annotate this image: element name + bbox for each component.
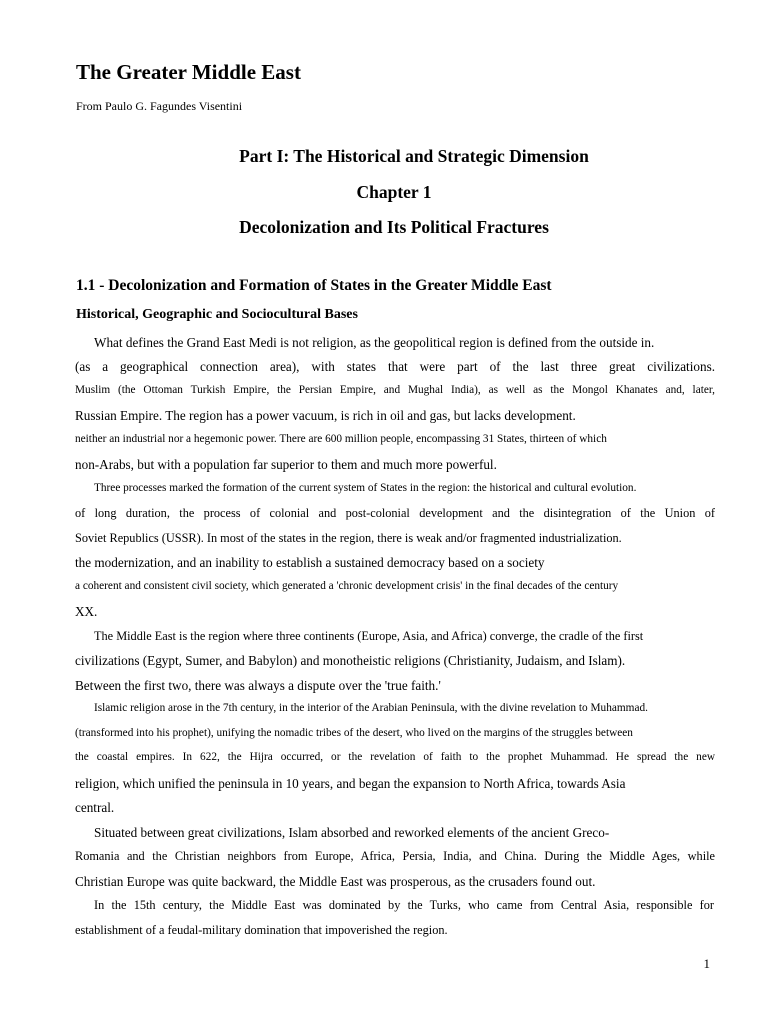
section-heading: 1.1 - Decolonization and Formation of States in the Greater Middle East (76, 277, 552, 294)
chapter-title: Decolonization and Its Political Fractures (239, 217, 549, 237)
body-text-line: neither an industrial nor a hegemonic power. There are 600 million people, encompassing 31 States, thirteen of which (75, 433, 607, 445)
body-text-line: Islamic religion arose in the 7th century, in the interior of the Arabian Peninsula, with the divine revelation to Muhammad. (94, 702, 648, 714)
body-text-line: (as a geographical connection area), with states that were part of the last three great civilizations. (75, 359, 715, 374)
body-text-line: Situated between great civilizations, Islam absorbed and reworked elements of the ancient Greco- (94, 825, 610, 840)
document-title: The Greater Middle East (76, 60, 301, 84)
part-heading: Part I: The Historical and Strategic Dimension (239, 146, 589, 166)
body-text-line: Three processes marked the formation of the current system of States in the region: the historical and cultural evolution. (94, 482, 637, 494)
subsection-heading: Historical, Geographic and Sociocultural Bases (76, 307, 358, 322)
body-text-line: civilizations (Egypt, Sumer, and Babylon) and monotheistic religions (Christianity, Judaism, and Islam). (75, 653, 626, 668)
body-text-line: Soviet Republics (USSR). In most of the states in the region, there is weak and/or fragmented industrialization. (75, 531, 622, 545)
body-text-line: XX. (75, 604, 98, 619)
body-text-line: central. (75, 800, 115, 815)
body-text-line: establishment of a feudal-military domination that impoverished the region. (75, 923, 448, 937)
body-text-line: What defines the Grand East Medi is not religion, as the geopolitical region is defined from the outside in. (94, 335, 655, 350)
body-text-line: non-Arabs, but with a population far superior to them and much more powerful. (75, 457, 497, 472)
body-text-line: (transformed into his prophet), unifying the nomadic tribes of the desert, who lived on the margins of the struggles between (75, 727, 633, 739)
author-line: From Paulo G. Fagundes Visentini (76, 99, 243, 113)
body-text-line: Russian Empire. The region has a power vacuum, is rich in oil and gas, but lacks development. (75, 408, 576, 423)
body-text-line: Between the first two, there was always a dispute over the 'true faith.' (75, 678, 441, 693)
body-text-line: of long duration, the process of colonial and post-colonial development and the disintegration of the Union of (75, 506, 715, 520)
body-text-line: religion, which unified the peninsula in 10 years, and began the expansion to North Africa, towards Asia (75, 776, 626, 791)
chapter-heading: Chapter 1 (356, 182, 432, 202)
body-text-line: The Middle East is the region where three continents (Europe, Asia, and Africa) converge, the cradle of the first (94, 629, 644, 643)
body-text-line: the modernization, and an inability to establish a sustained democracy based on a society (75, 555, 545, 570)
body-text-line: In the 15th century, the Middle East was dominated by the Turks, who came from Central Asia, responsible for (94, 898, 714, 912)
body-text-line: Muslim (the Ottoman Turkish Empire, the Persian Empire, and Mughal India), as well as the Mongol Khanates and, later, (75, 384, 715, 396)
body-text-line: the coastal empires. In 622, the Hijra occurred, or the revelation of faith to the prophet Muhammad. He spread the new (75, 751, 715, 763)
body-text-line: Christian Europe was quite backward, the Middle East was prosperous, as the crusaders found out. (75, 874, 596, 889)
page-number: 1 (703, 956, 710, 971)
body-text-line: Romania and the Christian neighbors from Europe, Africa, Persia, India, and China. During the Middle Ages, while (75, 849, 715, 863)
body-text-line: a coherent and consistent civil society, which generated a 'chronic development crisis' in the final decades of the century (75, 580, 619, 592)
